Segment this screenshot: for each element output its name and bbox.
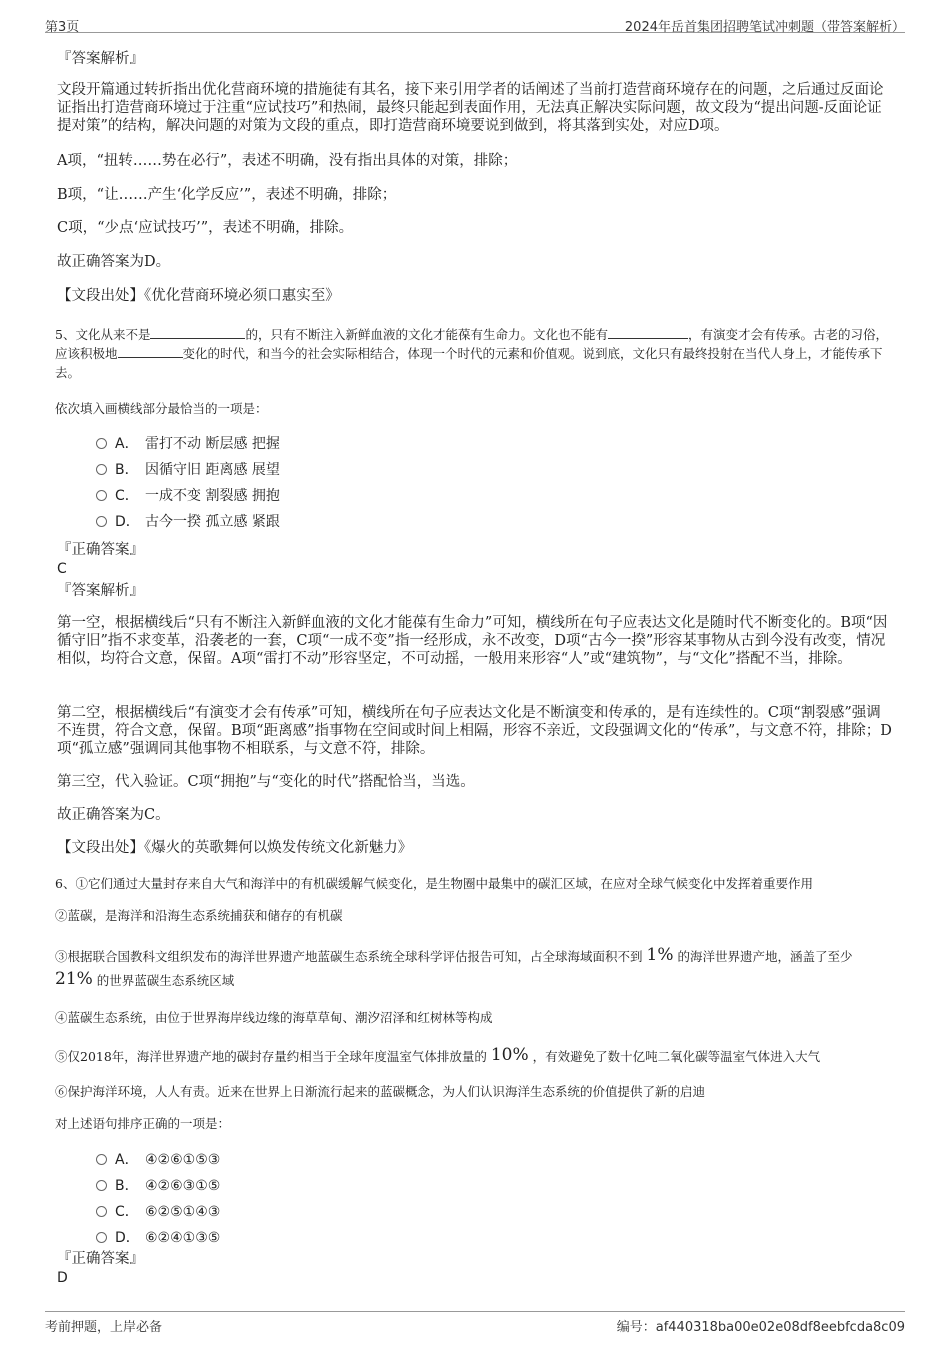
q5-prompt: 依次填入画横线部分最恰当的一项是：: [55, 401, 268, 416]
q4-source: 【文段出处】《优化营商环境必须口惠实至》: [57, 288, 340, 304]
q6-prompt: 对上述语句排序正确的一项是：: [55, 1116, 231, 1131]
page-number: 第3页: [45, 20, 80, 35]
q6-sentence-3: ③根据联合国教科文组织发布的海洋世界遗产地蓝碳生态系统全球科学评估报告可知，占全球海域面积不到 1% 的海洋世界遗产地，涵盖了至少 21% 的世界蓝碳生态系统区域: [55, 945, 853, 989]
q5-analysis-blank-3: 第三空，代入验证。C项“拥抱”与“变化的时代”搭配恰当，当选。: [57, 774, 475, 790]
radio-icon[interactable]: [96, 438, 107, 449]
q4-analysis-option-b: B项，“让……产生‘化学反应’”，表述不明确，排除；: [57, 187, 397, 203]
blank-1: [150, 326, 245, 339]
q6-sentence-1: 6、①它们通过大量封存来自大气和海洋中的有机碳缓解气候变化，是生物圈中最集中的碳汇区域，在应对全球气候变化中发挥着重要作用: [55, 876, 813, 891]
q6-sentence-2: ②蓝碳，是海洋和沿海生态系统捕获和储存的有机碳: [55, 908, 343, 923]
percent-10: 10%: [490, 1045, 529, 1065]
q4-conclusion: 故正确答案为D。: [57, 254, 171, 270]
radio-icon[interactable]: [96, 1232, 107, 1243]
document-title: 2024年岳首集团招聘笔试冲刺题（带答案解析）: [624, 20, 905, 35]
radio-icon[interactable]: [96, 1180, 107, 1191]
page-header: [45, 12, 905, 33]
q6-option-c[interactable]: C． ⑥②⑤①④③: [96, 1202, 220, 1222]
q6-option-a[interactable]: A． ④②⑥①⑤③: [96, 1150, 220, 1170]
percent-21: 21%: [55, 969, 93, 989]
q5-analysis-blank-2: 第二空，根据横线后“有演变才会有传承”可知，横线所在句子应表达文化是不断演变和传承的，是有连续性的。C项“割裂感”强调不连贯，符合文意，保留。B项“距离感”指事物在空间或时间上相隔，形容不亲近，文段强调文化的“传承”，与文意不符，排除；D项“孤立感”强调同其他事物不相联系，与文意不符，排除。: [57, 705, 892, 757]
document-id: 编号：af440318ba00e02e08df8eebfcda8c09: [616, 1320, 905, 1335]
page-footer: [45, 1311, 905, 1337]
radio-icon[interactable]: [96, 464, 107, 475]
radio-icon[interactable]: [96, 516, 107, 527]
percent-1: 1%: [646, 945, 674, 965]
q5-option-d[interactable]: D． 古今一揆 孤立感 紧跟: [96, 512, 280, 532]
q5-answer: C: [57, 561, 67, 577]
q6-option-d[interactable]: D． ⑥②④①③⑤: [96, 1228, 220, 1248]
q5-option-b[interactable]: B． 因循守旧 距离感 展望: [96, 460, 280, 480]
q6-correct-label: 『正确答案』: [57, 1251, 144, 1267]
footer-slogan: 考前押题，上岸必备: [45, 1320, 163, 1335]
q5-source: 【文段出处】《爆火的英歌舞何以焕发传统文化新魅力》: [57, 840, 413, 856]
q4-analysis-option-c: C项，“少点‘应试技巧’”，表述不明确，排除。: [57, 220, 354, 236]
q5-analysis-label: 『答案解析』: [57, 583, 144, 599]
q5-conclusion: 故正确答案为C。: [57, 807, 170, 823]
radio-icon[interactable]: [96, 490, 107, 501]
q6-option-b[interactable]: B． ④②⑥③①⑤: [96, 1176, 220, 1196]
q6-sentence-4: ④蓝碳生态系统，由位于世界海岸线边缘的海草草甸、潮汐沼泽和红树林等构成: [55, 1010, 493, 1025]
q6-sentence-6: ⑥保护海洋环境，人人有责。近来在世界上日渐流行起来的蓝碳概念，为人们认识海洋生态系统的价值提供了新的启迪: [55, 1084, 706, 1099]
q5-option-a[interactable]: A． 雷打不动 断层感 把握: [96, 434, 280, 454]
q5-correct-label: 『正确答案』: [57, 542, 144, 558]
q5-analysis-blank-1: 第一空，根据横线后“只有不断注入新鲜血液的文化才能葆有生命力”可知，横线所在句子应表达文化是随时代不断变化的。B项“因循守旧”指不求变革，沿袭老的一套，C项“一成不变”指一经形成，永不改变，D项“古今一揆”形容某事物从古到今没有改变，情况相似，均符合文意，保留。A项“雷打不动”形容坚定，不可动摇，一般用来形容“人”或“建筑物”，与“文化”搭配不当，排除。: [57, 615, 888, 667]
blank-3: [118, 345, 183, 358]
q4-analysis-paragraph: 文段开篇通过转折指出优化营商环境的措施徒有其名，接下来引用学者的话阐述了当前打造营商环境存在的问题，之后通过反面论证指出打造营商环境过于注重“应试技巧”和热闹，最终只能起到表面作用，无法真正解决实际问题，故文段为“提出问题-反面论证提对策”的结构，解决问题的对策为文段的重点，即打造营商环境要说到做到，将其落到实处，对应D项。: [57, 82, 884, 134]
q5-option-c[interactable]: C． 一成不变 割裂感 拥抱: [96, 486, 280, 506]
radio-icon[interactable]: [96, 1154, 107, 1165]
radio-icon[interactable]: [96, 1206, 107, 1217]
q6-answer: D: [57, 1270, 68, 1286]
blank-2: [608, 326, 688, 339]
q4-analysis-label: 『答案解析』: [57, 51, 144, 67]
q4-analysis-option-a: A项，“扭转……势在必行”，表述不明确，没有指出具体的对策，排除；: [57, 153, 518, 169]
q5-stem: 5、文化从来不是 的，只有不断注入新鲜血液的文化才能葆有生命力。文化也不能有 ，有演变才会有传承。古老的习俗，应该积极地 变化的时代，和当今的社会实际相结合，体现一个时代的元素和价值观。说到底，文化只有最终投射在当代人身上，才能传承下去。: [55, 327, 888, 380]
q6-sentence-5: ⑤仅2018年，海洋世界遗产地的碳封存量约相当于全球年度温室气体排放量的 10% ，有效避免了数十亿吨二氧化碳等温室气体进入大气: [55, 1045, 821, 1065]
